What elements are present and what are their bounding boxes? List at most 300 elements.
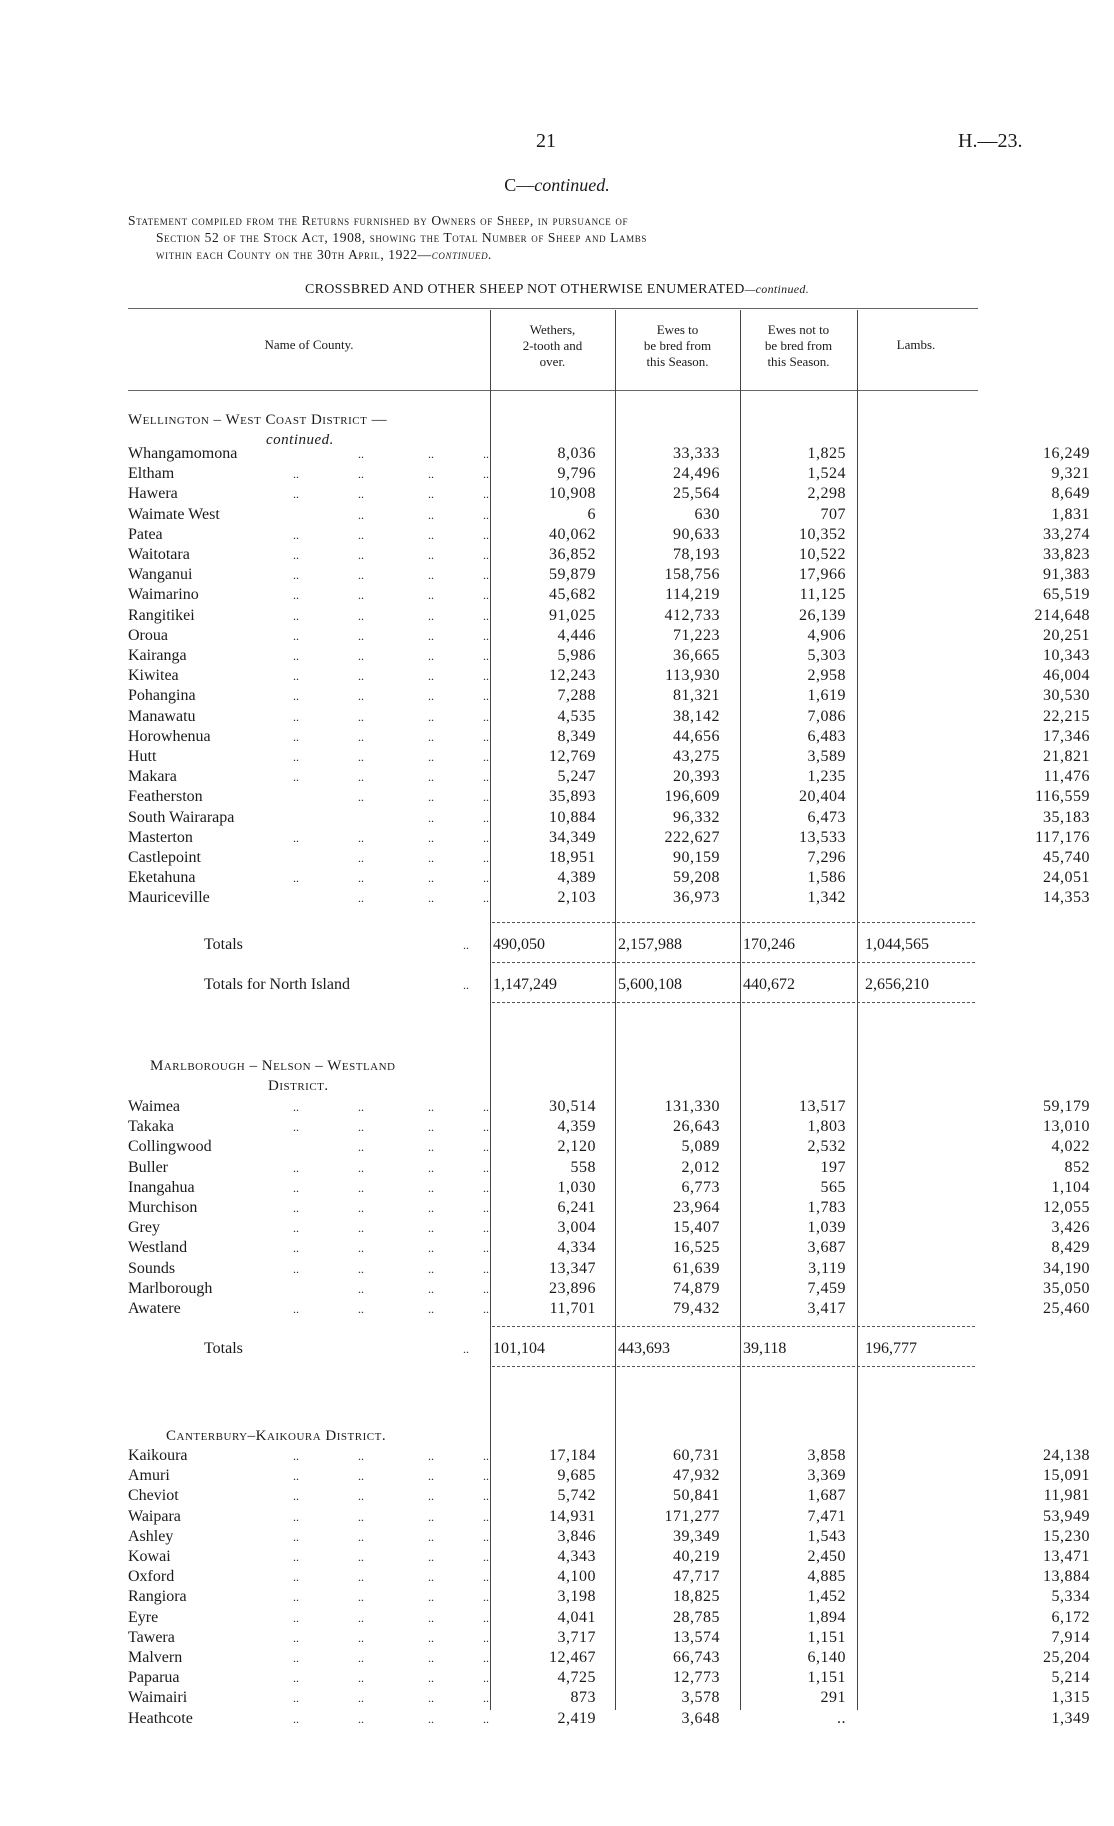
- leader-dots: ..: [358, 669, 364, 684]
- county-name: Malvern: [128, 1649, 183, 1666]
- leader-dots: ..: [358, 1100, 364, 1114]
- table-row: [128, 565, 1090, 585]
- ewes-not-bred-value: 20,404: [799, 788, 846, 806]
- ewes-not-bred-value: 1,342: [807, 889, 846, 907]
- leader-dots: ..: [428, 608, 434, 623]
- county-name: Makara: [128, 768, 177, 786]
- ewes-not-bred-value: 2,958: [807, 667, 846, 685]
- wethers-value: 11,701: [549, 1300, 596, 1317]
- leader-dots: ..: [293, 1449, 299, 1463]
- leader-dots: ..: [483, 1241, 489, 1256]
- wethers-value: 13,347: [549, 1259, 596, 1277]
- ewes-not-bred-value: 1,151: [807, 1669, 846, 1687]
- wethers-value: 2,419: [557, 1709, 596, 1727]
- district-continued: continued.: [266, 432, 334, 448]
- ewes-bred-value: 171,277: [664, 1507, 720, 1525]
- leader-dots: ..: [483, 729, 489, 744]
- lambs-value: 11,476: [1043, 768, 1090, 786]
- ewes-not-bred-value: 2,450: [807, 1548, 846, 1565]
- wethers-value: 873: [570, 1689, 596, 1707]
- leader-dots: ..: [483, 669, 489, 684]
- leader-dots: ..: [428, 588, 434, 603]
- county-name: Rangiora: [128, 1588, 187, 1606]
- ewes-not-bred-value: 2,532: [807, 1138, 846, 1156]
- leader-dots: ..: [428, 1651, 434, 1665]
- county-name: Awatere: [128, 1300, 181, 1317]
- leader-dots: ..: [428, 709, 434, 724]
- leader-dots: ..: [483, 1711, 489, 1726]
- ewes-bred-value: 12,773: [673, 1669, 720, 1687]
- county-name: Waimate West: [128, 505, 220, 523]
- lambs-value: 14,353: [1043, 889, 1090, 907]
- ewes-bred-value: 36,973: [673, 889, 720, 907]
- ewes-bred-value: 47,932: [673, 1467, 720, 1485]
- leader-dots: ..: [293, 1160, 299, 1175]
- leader-dots: ..: [358, 1469, 364, 1484]
- leader-dots: ..: [293, 1651, 299, 1665]
- ewes-bred-value: 71,223: [673, 626, 720, 644]
- lambs-value: 25,460: [1043, 1300, 1090, 1317]
- county-name: Takaka: [128, 1118, 174, 1136]
- ewes-bred-value: 15,407: [673, 1219, 720, 1237]
- leader-dots: ..: [358, 1180, 364, 1195]
- ewes-bred-value: 40,219: [673, 1548, 720, 1565]
- leader-dots: ..: [483, 1489, 489, 1504]
- leader-dots: ..: [428, 830, 434, 845]
- leader-dots: ..: [428, 871, 434, 886]
- leader-dots: ..: [293, 1241, 299, 1256]
- leader-dots: ..: [358, 1302, 364, 1316]
- wethers-value: 4,389: [557, 869, 596, 887]
- leader-dots: ..: [483, 1590, 489, 1605]
- column-header-wethers: [490, 322, 615, 370]
- ewes-not-bred-value: 1,803: [807, 1118, 846, 1136]
- ewes-bred-value: 74,879: [673, 1279, 720, 1297]
- leader-dots: ..: [293, 1711, 299, 1726]
- subheading-italic: —continued.: [744, 282, 809, 296]
- continued-italic: continued.: [534, 175, 610, 195]
- leader-dots: ..: [483, 467, 489, 482]
- leader-dots: ..: [428, 1509, 434, 1524]
- leader-dots: ..: [428, 1281, 434, 1296]
- leader-dots: ..: [483, 1160, 489, 1175]
- county-name: Eltham: [128, 465, 175, 483]
- leader-dots: ..: [428, 1302, 434, 1316]
- county-name: Heathcote: [128, 1709, 193, 1727]
- totals-rule-3: [492, 1002, 975, 1003]
- table-row: [128, 1486, 1090, 1506]
- wethers-value: 2,120: [557, 1138, 596, 1156]
- leader-dots: ..: [483, 1671, 489, 1686]
- lambs-value: 7,914: [1051, 1628, 1090, 1646]
- ewes-bred-value: 24,496: [673, 465, 720, 483]
- lambs-value: 45,740: [1043, 849, 1090, 866]
- leader-dots: ..: [483, 568, 489, 583]
- totals-rule-2: [492, 962, 975, 963]
- lambs-value: 33,823: [1043, 546, 1090, 563]
- table-row: [128, 626, 1090, 646]
- leader-dots: ..: [483, 649, 489, 663]
- leader-dots: ..: [358, 1221, 364, 1236]
- table-row: [128, 1259, 1090, 1279]
- ewes-not-bred-value: 1,452: [807, 1588, 846, 1606]
- ewes-bred-value: 222,627: [664, 828, 720, 846]
- wethers-value: 3,717: [557, 1628, 596, 1646]
- leader-dots: ..: [358, 1610, 364, 1625]
- leader-dots: ..: [358, 790, 364, 805]
- ewes-not-bred-value: ..: [837, 1709, 846, 1727]
- table-row: [128, 1709, 1090, 1729]
- leader-dots: ..: [428, 1120, 434, 1135]
- ewes-not-bred-value: 7,296: [807, 849, 846, 866]
- ewes-not-bred-value: 1,586: [807, 869, 846, 887]
- county-name: Pohangina: [128, 687, 196, 705]
- county-name: Amuri: [128, 1467, 170, 1485]
- table-row: [128, 484, 1090, 504]
- table-row: [128, 1628, 1090, 1648]
- leader-dots: ..: [358, 1241, 364, 1256]
- leader-dots: ..: [358, 568, 364, 583]
- leader-dots: ..: [358, 487, 364, 502]
- leader-dots: ..: [358, 1570, 364, 1585]
- leader-dots: ..: [358, 548, 364, 562]
- totals-rule-1: [492, 922, 975, 923]
- county-name: Waimea: [128, 1098, 181, 1115]
- lambs-value: 16,249: [1043, 445, 1090, 462]
- table-row: [128, 1527, 1090, 1547]
- county-name: Westland: [128, 1239, 188, 1257]
- leader-dots: ..: [428, 487, 434, 502]
- lambs-value: 15,091: [1043, 1467, 1090, 1485]
- island-totals-label: Totals for North Island: [204, 976, 350, 993]
- leader-dots: ..: [483, 709, 489, 724]
- leader-dots: ..: [293, 1221, 299, 1236]
- table-row: [128, 848, 1090, 868]
- ewes-bred-value: 26,643: [673, 1118, 720, 1136]
- leader-dots: ..: [358, 1651, 364, 1665]
- leader-dots: ..: [358, 1529, 364, 1544]
- table-row: [128, 525, 1090, 545]
- leader-dots: ..: [483, 1180, 489, 1195]
- leader-dots: ..: [293, 770, 299, 785]
- column-header-ewes-bred: [615, 322, 740, 370]
- island-total-wethers: 1,147,249: [493, 976, 557, 993]
- leader-dots: ..: [428, 770, 434, 785]
- county-name: Murchison: [128, 1199, 198, 1216]
- leader-dots: ..: [483, 588, 489, 603]
- leader-dots: ..: [428, 1140, 434, 1155]
- table-row: [128, 1668, 1090, 1688]
- leader-dots: ..: [428, 1550, 434, 1564]
- total-ewes-not-bred: 39,118: [743, 1340, 787, 1357]
- lambs-value: 91,383: [1043, 566, 1090, 584]
- leader-dots: ..: [358, 1711, 364, 1726]
- wethers-value: 36,852: [549, 546, 596, 563]
- leader-dots: ..: [293, 1691, 299, 1706]
- county-name: Oxford: [128, 1568, 175, 1586]
- leader-dots: ..: [428, 568, 434, 583]
- leader-dots: ..: [428, 750, 434, 764]
- wethers-value: 12,769: [549, 748, 596, 765]
- county-name: Grey: [128, 1219, 160, 1237]
- county-name: Buller: [128, 1158, 168, 1176]
- ewes-not-bred-value: 3,369: [807, 1467, 846, 1485]
- table-row: [128, 606, 1090, 626]
- wethers-value: 3,004: [557, 1219, 596, 1237]
- wethers-line-3: over.: [539, 354, 566, 369]
- ewes-bred-value: 79,432: [673, 1300, 720, 1317]
- wethers-value: 6,241: [557, 1199, 596, 1216]
- lambs-value: 1,831: [1051, 505, 1090, 523]
- table-row: [128, 1446, 1090, 1466]
- lambs-value: 53,949: [1043, 1507, 1090, 1525]
- ewes-bred-value: 96,332: [673, 808, 720, 826]
- leader-dots: ..: [428, 1630, 434, 1645]
- district-heading-marlborough: [150, 1056, 396, 1096]
- wethers-value: 6: [587, 505, 596, 523]
- leader-dots: ..: [358, 1671, 364, 1686]
- lambs-value: 30,530: [1043, 687, 1090, 705]
- leader-dots: ..: [293, 1570, 299, 1585]
- ewes-not-bred-value: 5,303: [807, 647, 846, 664]
- district-name: Canterbury–Kaikoura District.: [166, 1428, 387, 1444]
- ewes-not-bred-value: 3,687: [807, 1239, 846, 1257]
- total-wethers: 101,104: [493, 1340, 545, 1357]
- leader-dots: ..: [293, 1509, 299, 1524]
- leader-dots: ..: [358, 628, 364, 643]
- totals-rule-5: [492, 1366, 975, 1367]
- table-row: [128, 505, 1090, 525]
- leader-dots: ..: [293, 467, 299, 482]
- leader-dots: ..: [293, 588, 299, 603]
- county-name: Kaikoura: [128, 1447, 188, 1464]
- leader-dots: ..: [483, 851, 489, 865]
- statement-line-3-text: within each County on the 30th April, 1922—: [156, 247, 432, 262]
- leader-dots: ..: [428, 851, 434, 865]
- table-row: [128, 1279, 1090, 1299]
- county-name: Tawera: [128, 1628, 175, 1646]
- lambs-value: 65,519: [1043, 586, 1090, 604]
- wethers-value: 8,349: [557, 727, 596, 745]
- ewes-not-bred-value: 1,619: [807, 687, 846, 705]
- leader-dots: ..: [293, 1100, 299, 1114]
- leader-dots: ..: [293, 628, 299, 643]
- leader-dots: ..: [428, 1160, 434, 1175]
- leader-dots: ..: [483, 1221, 489, 1236]
- leader-dots: ..: [293, 1671, 299, 1686]
- table-row: [128, 868, 1090, 888]
- table-row: [128, 1218, 1090, 1238]
- district-heading-canterbury: [166, 1426, 386, 1446]
- ewes-bred-value: 61,639: [673, 1259, 720, 1277]
- leader-dots: ..: [483, 1651, 489, 1665]
- ewes-not-bred-value: 4,885: [807, 1568, 846, 1586]
- leader-dots: ..: [293, 568, 299, 583]
- county-name: Patea: [128, 525, 163, 543]
- lambs-value: 3,426: [1051, 1219, 1090, 1237]
- lambs-value: 12,055: [1043, 1199, 1090, 1216]
- lambs-value: 1,349: [1051, 1709, 1090, 1727]
- header-top-rule: [128, 308, 978, 309]
- ewes-bred-value: 158,756: [664, 566, 720, 584]
- lambs-value: 6,172: [1051, 1608, 1090, 1626]
- county-name: Waitotara: [128, 546, 190, 563]
- county-name: Waimairi: [128, 1689, 188, 1707]
- district-name: Marlborough – Nelson – Westland: [150, 1058, 396, 1074]
- county-name: Oroua: [128, 626, 168, 644]
- total-lambs: 1,044,565: [865, 936, 929, 953]
- leader-dots: ..: [293, 1610, 299, 1625]
- ewes-bred-value: 23,964: [673, 1199, 720, 1216]
- lambs-value: 20,251: [1043, 626, 1090, 644]
- leader-dots: ..: [358, 1281, 364, 1296]
- statement-line-2: Section 52 of the Stock Act, 1908, showing the Total Number of Sheep and Lambs: [156, 230, 647, 245]
- leader-dots: ..: [483, 1691, 489, 1706]
- county-name: Cheviot: [128, 1487, 179, 1505]
- ewes-bred-value: 196,609: [664, 788, 720, 806]
- ewes-not-bred-value: 26,139: [799, 606, 846, 624]
- leader-dots: ..: [293, 548, 299, 562]
- wethers-value: 4,343: [557, 1548, 596, 1565]
- ewes-not-bred-value: 13,517: [799, 1098, 846, 1115]
- ewes-not-bred-value: 6,483: [807, 727, 846, 745]
- table-row: [128, 1547, 1090, 1567]
- ewes-not-bred-value: 1,151: [807, 1628, 846, 1646]
- leader-dots: ..: [358, 1590, 364, 1605]
- lambs-value: 25,204: [1043, 1649, 1090, 1666]
- leader-dots: ..: [293, 1590, 299, 1605]
- ewes-not-bred-value: 17,966: [799, 566, 846, 584]
- total-ewes-bred: 443,693: [618, 1340, 670, 1357]
- table-row: [128, 888, 1090, 908]
- table-row: [128, 686, 1090, 706]
- table-row: [128, 1117, 1090, 1137]
- table-row: [128, 808, 1090, 828]
- lambs-value: 15,230: [1043, 1527, 1090, 1545]
- table-row: [128, 787, 1090, 807]
- ewes-not-bred-line-3: this Season.: [767, 354, 830, 369]
- leader-dots: ..: [483, 1529, 489, 1544]
- ewes-not-bred-value: 10,352: [799, 525, 846, 543]
- table-row: [128, 1648, 1090, 1668]
- leader-dots: ..: [483, 507, 489, 522]
- leader-dots: ..: [483, 608, 489, 623]
- ewes-bred-value: 90,159: [673, 849, 720, 866]
- ewes-bred-value: 630: [694, 505, 720, 523]
- leader-dots: ..: [483, 689, 489, 704]
- leader-dots: ..: [358, 1489, 364, 1504]
- leader-dots: ..: [358, 1120, 364, 1135]
- table-row: [128, 1507, 1090, 1527]
- wethers-line-2: 2-tooth and: [522, 338, 583, 353]
- leader-dots: ..: [483, 871, 489, 886]
- table-row: [128, 1158, 1090, 1178]
- leader-dots: ..: [428, 891, 434, 906]
- leader-dots: ..: [358, 830, 364, 845]
- county-name: Ashley: [128, 1527, 174, 1545]
- leader-dots: ..: [428, 1711, 434, 1726]
- ewes-bred-value: 66,743: [673, 1649, 720, 1666]
- leader-dots: ..: [358, 588, 364, 603]
- leader-dots: ..: [483, 1302, 489, 1316]
- leader-dots: ..: [483, 1140, 489, 1155]
- wethers-value: 4,725: [557, 1669, 596, 1687]
- leader-dots: ..: [483, 1100, 489, 1114]
- table-row: [128, 828, 1090, 848]
- leader-dots: ..: [428, 1241, 434, 1256]
- lambs-value: 34,190: [1043, 1259, 1090, 1277]
- district-name: Wellington – West Coast District —: [128, 412, 388, 428]
- table-row: [128, 1178, 1090, 1198]
- total-wethers: 490,050: [493, 936, 545, 953]
- leader-dots: ..: [293, 1261, 299, 1276]
- county-name: Wanganui: [128, 566, 193, 584]
- leader-dots: ..: [358, 467, 364, 482]
- wethers-value: 10,908: [549, 485, 596, 503]
- leader-dots: ..: [358, 770, 364, 785]
- leader-dots: ..: [293, 1180, 299, 1195]
- lambs-value: 5,214: [1051, 1669, 1090, 1687]
- table-row: [128, 1608, 1090, 1628]
- county-name: Collingwood: [128, 1138, 212, 1156]
- leader-dots: ..: [428, 810, 434, 825]
- leader-dots: ..: [293, 527, 299, 542]
- wethers-value: 7,288: [557, 687, 596, 705]
- ewes-bred-value: 38,142: [673, 707, 720, 725]
- leader-dots: ..: [428, 729, 434, 744]
- leader-dots: ..: [293, 1529, 299, 1544]
- totals-label: Totals: [204, 1340, 243, 1357]
- lambs-value: 13,471: [1043, 1548, 1090, 1565]
- ewes-not-bred-value: 7,459: [807, 1279, 846, 1297]
- leader-dots: ..: [358, 1160, 364, 1175]
- lambs-value: 117,176: [1035, 828, 1090, 846]
- leader-dots: ..: [428, 1201, 434, 1215]
- leader-dots: ..: [483, 1201, 489, 1215]
- lambs-value: 24,051: [1043, 869, 1090, 887]
- wethers-line-1: Wethers,: [529, 322, 576, 337]
- ewes-not-bred-value: 1,524: [807, 465, 846, 483]
- table-row: [128, 1299, 1090, 1319]
- lambs-value: 21,821: [1043, 748, 1090, 765]
- leader-dots: ..: [293, 1630, 299, 1645]
- lambs-value: 5,334: [1051, 1588, 1090, 1606]
- island-total-ewes-bred: 5,600,108: [618, 976, 682, 993]
- wethers-value: 1,030: [557, 1178, 596, 1196]
- county-name: Waipara: [128, 1507, 181, 1525]
- ewes-bred-value: 13,574: [673, 1628, 720, 1646]
- wethers-value: 10,884: [549, 808, 596, 826]
- leader-dots: ..: [428, 548, 434, 562]
- leader-dots: ..: [483, 1281, 489, 1296]
- ewes-bred-value: 16,525: [673, 1239, 720, 1257]
- leader-dots: ..: [358, 447, 364, 461]
- ewes-not-bred-value: 3,417: [807, 1300, 846, 1317]
- ewes-not-bred-value: 10,522: [799, 546, 846, 563]
- total-ewes-bred: 2,157,988: [618, 936, 682, 953]
- leader-dots: ..: [428, 1691, 434, 1706]
- leader-dots: ..: [483, 770, 489, 785]
- leader-dots: ..: [428, 1529, 434, 1544]
- leader-dots: ..: [358, 689, 364, 704]
- leader-dots: ..: [293, 830, 299, 845]
- leader-dots: ..: [358, 1449, 364, 1463]
- ewes-not-bred-value: 3,858: [807, 1447, 846, 1464]
- county-name: Castlepoint: [128, 849, 201, 866]
- lambs-value: 35,050: [1043, 1279, 1090, 1297]
- county-name: South Wairarapa: [128, 808, 235, 826]
- table-row: [128, 666, 1090, 686]
